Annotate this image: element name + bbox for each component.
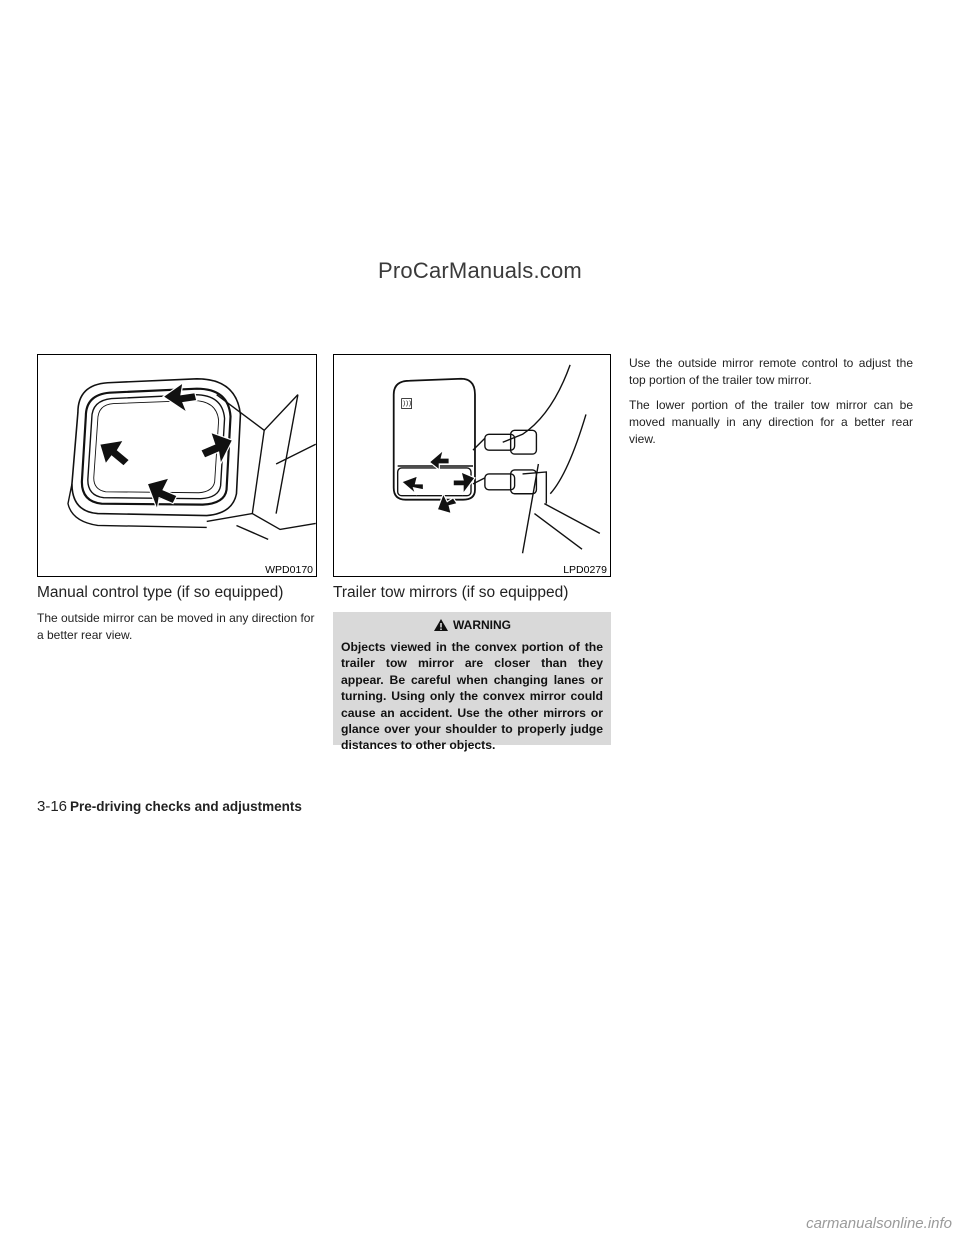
warning-triangle-icon — [433, 618, 449, 632]
paragraph-lower-portion: The lower portion of the trailer tow mirror can be moved manually in any direction for a better rear view. — [629, 398, 913, 446]
section-title: Pre-driving checks and adjustments — [70, 799, 302, 814]
figure-code: WPD0170 — [262, 563, 316, 576]
warning-label: WARNING — [453, 618, 511, 632]
heading-manual-control: Manual control type (if so equipped) — [37, 584, 284, 601]
page-number: 3-16 — [37, 798, 68, 815]
figure-manual-mirror — [37, 354, 317, 577]
right-column — [629, 355, 913, 456]
warning-header — [341, 618, 603, 632]
page-footer — [37, 798, 302, 815]
arrow-left-icon — [100, 440, 130, 466]
warning-box — [333, 612, 611, 753]
figure-tow-mirror — [333, 354, 611, 577]
arrow-right-icon — [453, 472, 475, 494]
watermark-top: ProCarManuals.com — [378, 258, 582, 283]
watermark-bottom: carmanualsonline.info — [806, 1215, 952, 1232]
manual-control-text: The outside mirror can be moved in any direction for a better rear view. — [37, 611, 315, 642]
paragraph-remote-control: Use the outside mirror remote control to adjust the top portion of the trailer tow mirror. — [629, 356, 913, 387]
arrow-down-icon — [437, 494, 457, 514]
arrow-left-icon — [402, 476, 424, 494]
arrow-top-icon — [163, 383, 197, 413]
arrow-up-icon — [429, 450, 449, 470]
heading-trailer-tow: Trailer tow mirrors (if so equipped) — [333, 584, 569, 601]
manual-mirror-illustration — [38, 355, 316, 576]
tow-mirror-illustration — [334, 355, 610, 576]
figure-code: LPD0279 — [560, 563, 610, 576]
warning-text: Objects viewed in the convex portion of the trailer tow mirror are closer than they appear. Be careful when changing lanes or turning. Using only the convex mirror could cause an accident. Use the other mirrors or glance over your shoulder to properly judge distances to other objects. — [341, 640, 603, 753]
